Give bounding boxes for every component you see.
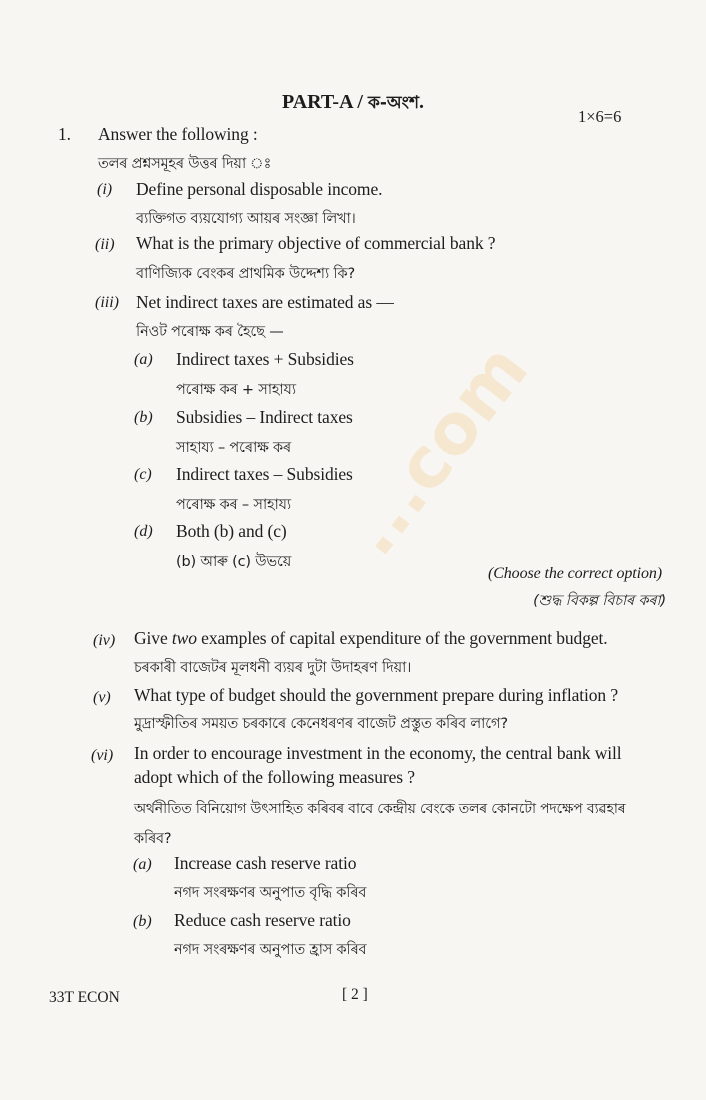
subquestion-label: (iv) — [93, 632, 116, 649]
option-text-en: Both (b) and (c) — [176, 521, 287, 541]
subquestion-text-en: Net indirect taxes are estimated as — — [136, 292, 394, 312]
subquestion-text-as: বাণিজ্যিক বেংকৰ প্ৰাথমিক উদ্দেশ্য কি? — [136, 266, 355, 282]
option-label: (d) — [134, 523, 153, 540]
part-title-as: ক-অংশ — [367, 93, 420, 113]
option-text-as: পৰোক্ষ কৰ + সাহায্য — [176, 382, 296, 398]
option-text-as: নগদ সংৰক্ষণৰ অনুপাত বৃদ্ধি কৰিব — [174, 885, 367, 901]
subquestion-label: (vi) — [91, 747, 114, 764]
subquestion-text-en: What type of budget should the government prepare during inflation ? — [134, 685, 619, 705]
subquestion-text-as: মুদ্ৰাস্ফীতিৰ সময়ত চৰকাৰে কেনেধৰণৰ বাজেট প্ৰস্তুত কৰিব লাগে? — [134, 716, 508, 732]
subquestion-text-en: Define personal disposable income. — [136, 179, 383, 199]
part-title-en: PART-A / — [282, 91, 363, 113]
option-label: (b) — [133, 913, 152, 930]
question-number: 1. — [58, 124, 71, 144]
text-segment: examples of capital expenditure of the government budget. — [196, 628, 608, 648]
subquestion-text-as-line1: অৰ্থনীতিত বিনিয়োগ উৎসাহিত কৰিবৰ বাবে কেন্দ্ৰীয় বেংকে তলৰ কোনটো পদক্ষেপ ব্যৱহাৰ — [134, 801, 626, 817]
subquestion-text-en-line2: adopt which of the following measures ? — [134, 767, 415, 787]
paper-code: 33T ECON — [49, 989, 120, 1006]
page-number: [ 2 ] — [342, 986, 368, 1003]
subquestion-label: (iii) — [95, 294, 119, 311]
subquestion-text-as: চৰকাৰী বাজেটৰ মূলধনী ব্যয়ৰ দুটা উদাহৰণ দিয়া। — [134, 660, 412, 676]
subquestion-text-en: What is the primary objective of commercial bank ? — [136, 233, 496, 253]
subquestion-text-en-line1: In order to encourage investment in the economy, the central bank will — [134, 743, 622, 763]
instruction-note-as: (শুদ্ধ বিকল্প বিচাৰ কৰা) — [533, 593, 666, 609]
instruction-note-en: (Choose the correct option) — [487, 565, 662, 582]
text-segment: Give — [134, 628, 172, 648]
option-text-as: পৰোক্ষ কৰ – সাহায্য — [176, 497, 291, 513]
subquestion-text-as: নিওট পৰোক্ষ কৰ হৈছে — — [136, 324, 284, 340]
question-instruction-as: তলৰ প্ৰশ্নসমূহৰ উত্তৰ দিয়া ঃ — [98, 156, 272, 172]
option-text-en: Increase cash reserve ratio — [174, 853, 357, 873]
option-text-en: Indirect taxes + Subsidies — [176, 349, 354, 369]
option-label: (c) — [134, 466, 152, 483]
subquestion-label: (ii) — [95, 236, 115, 253]
option-label: (a) — [134, 351, 153, 368]
subquestion-label: (i) — [97, 181, 113, 198]
option-text-en: Indirect taxes – Subsidies — [176, 464, 353, 484]
subquestion-text-as-line2: কৰিব? — [134, 831, 172, 847]
subquestion-text-en — [134, 628, 608, 649]
question-instruction-en: Answer the following : — [98, 124, 258, 144]
subquestion-label: (v) — [93, 689, 111, 706]
subquestion-text-as: ব্যক্তিগত ব্যয়যোগ্য আয়ৰ সংজ্ঞা লিখা। — [136, 211, 356, 227]
part-title: PART-A / ক-অংশ. — [282, 91, 425, 113]
option-text-en: Reduce cash reserve ratio — [174, 910, 351, 930]
option-label: (b) — [134, 409, 153, 426]
option-text-en: Subsidies – Indirect taxes — [176, 407, 353, 427]
watermark: ...com — [330, 329, 544, 571]
option-text-as: নগদ সংৰক্ষণৰ অনুপাত হ্ৰাস কৰিব — [174, 942, 367, 958]
option-text-as: সাহায্য – পৰোক্ষ কৰ — [176, 440, 291, 456]
option-text-as: (b) আৰু (c) উভয়ে — [176, 554, 292, 570]
marks-label: 1×6=6 — [578, 107, 622, 126]
option-label: (a) — [133, 856, 152, 873]
emphasis-text: two — [171, 628, 197, 648]
